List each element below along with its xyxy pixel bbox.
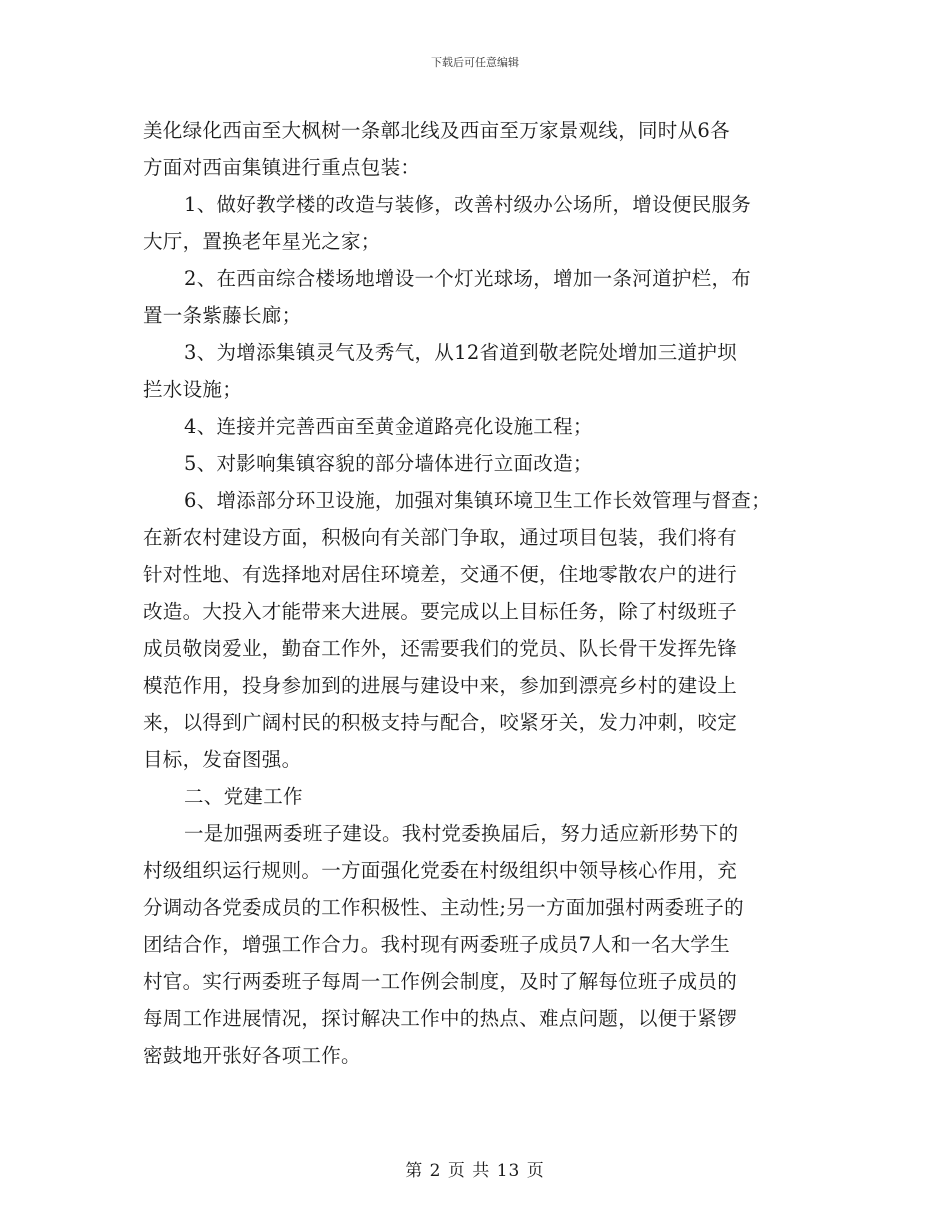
body-text-line: 二、党建工作 <box>184 785 303 808</box>
body-text-line: 团结合作，增强工作合力。我村现有两委班子成员7人和一名大学生 <box>143 933 730 956</box>
body-text-line: 分调动各党委成员的工作积极性、主动性;另一方面加强村两委班子的 <box>143 896 744 919</box>
body-text-line: 针对性地、有选择地对居住环境差，交通不便，住地零散农户的进行 <box>143 563 738 586</box>
body-text-line: 来，以得到广阔村民的积极支持与配合，咬紧牙关，发力冲刺，咬定 <box>143 711 738 734</box>
body-text-line: 大厅，置换老年星光之家； <box>143 230 381 253</box>
body-text-line: 村级组织运行规则。一方面强化党委在村级组织中领导核心作用，充 <box>143 859 738 882</box>
body-text-line: 方面对西亩集镇进行重点包装： <box>143 156 421 179</box>
body-text-line: 拦水设施； <box>143 378 243 401</box>
body-text-line: 4、连接并完善西亩至黄金道路亮化设施工程； <box>184 415 593 438</box>
body-text-line: 置一条紫藤长廊； <box>143 304 302 327</box>
body-text-line: 3、为增添集镇灵气及秀气，从12省道到敬老院处增加三道护坝 <box>184 341 737 364</box>
page-header-note: 下载后可任意编辑 <box>431 56 519 69</box>
body-text-line: 目标，发奋图强。 <box>143 748 302 771</box>
body-text-line: 一是加强两委班子建设。我村党委换届后，努力适应新形势下的 <box>184 822 739 845</box>
body-text-line: 美化绿化西亩至大枫树一条鄣北线及西亩至万家景观线，同时从6各 <box>143 119 730 142</box>
body-text-line: 成员敬岗爱业，勤奋工作外，还需要我们的党员、队长骨干发挥先锋 <box>143 637 738 660</box>
body-text-line: 村官。实行两委班子每周一工作例会制度，及时了解每位班子成员的 <box>143 970 738 993</box>
body-text-line: 6、增添部分环卫设施，加强对集镇环境卫生工作长效管理与督查； <box>184 489 771 512</box>
body-text-line: 5、对影响集镇容貌的部分墙体进行立面改造； <box>184 452 593 475</box>
body-text-line: 密鼓地开张好各项工作。 <box>143 1044 361 1067</box>
body-text-line: 1、做好教学楼的改造与装修，改善村级办公场所，增设便民服务 <box>184 193 752 216</box>
body-text-line: 2、在西亩综合楼场地增设一个灯光球场，增加一条河道护栏，布 <box>184 267 752 290</box>
body-text-line: 在新农村建设方面，积极向有关部门争取，通过项目包装，我们将有 <box>143 526 738 549</box>
body-text-line: 模范作用，投身参加到的进展与建设中来，参加到漂亮乡村的建设上 <box>143 674 738 697</box>
document-body <box>143 112 823 1074</box>
page-number-footer: 第 2 页 共 13 页 <box>405 1161 545 1181</box>
body-text-line: 每周工作进展情况，探讨解决工作中的热点、难点问题，以便于紧锣 <box>143 1007 738 1030</box>
body-text-line: 改造。大投入才能带来大进展。要完成以上目标任务，除了村级班子 <box>143 600 738 623</box>
